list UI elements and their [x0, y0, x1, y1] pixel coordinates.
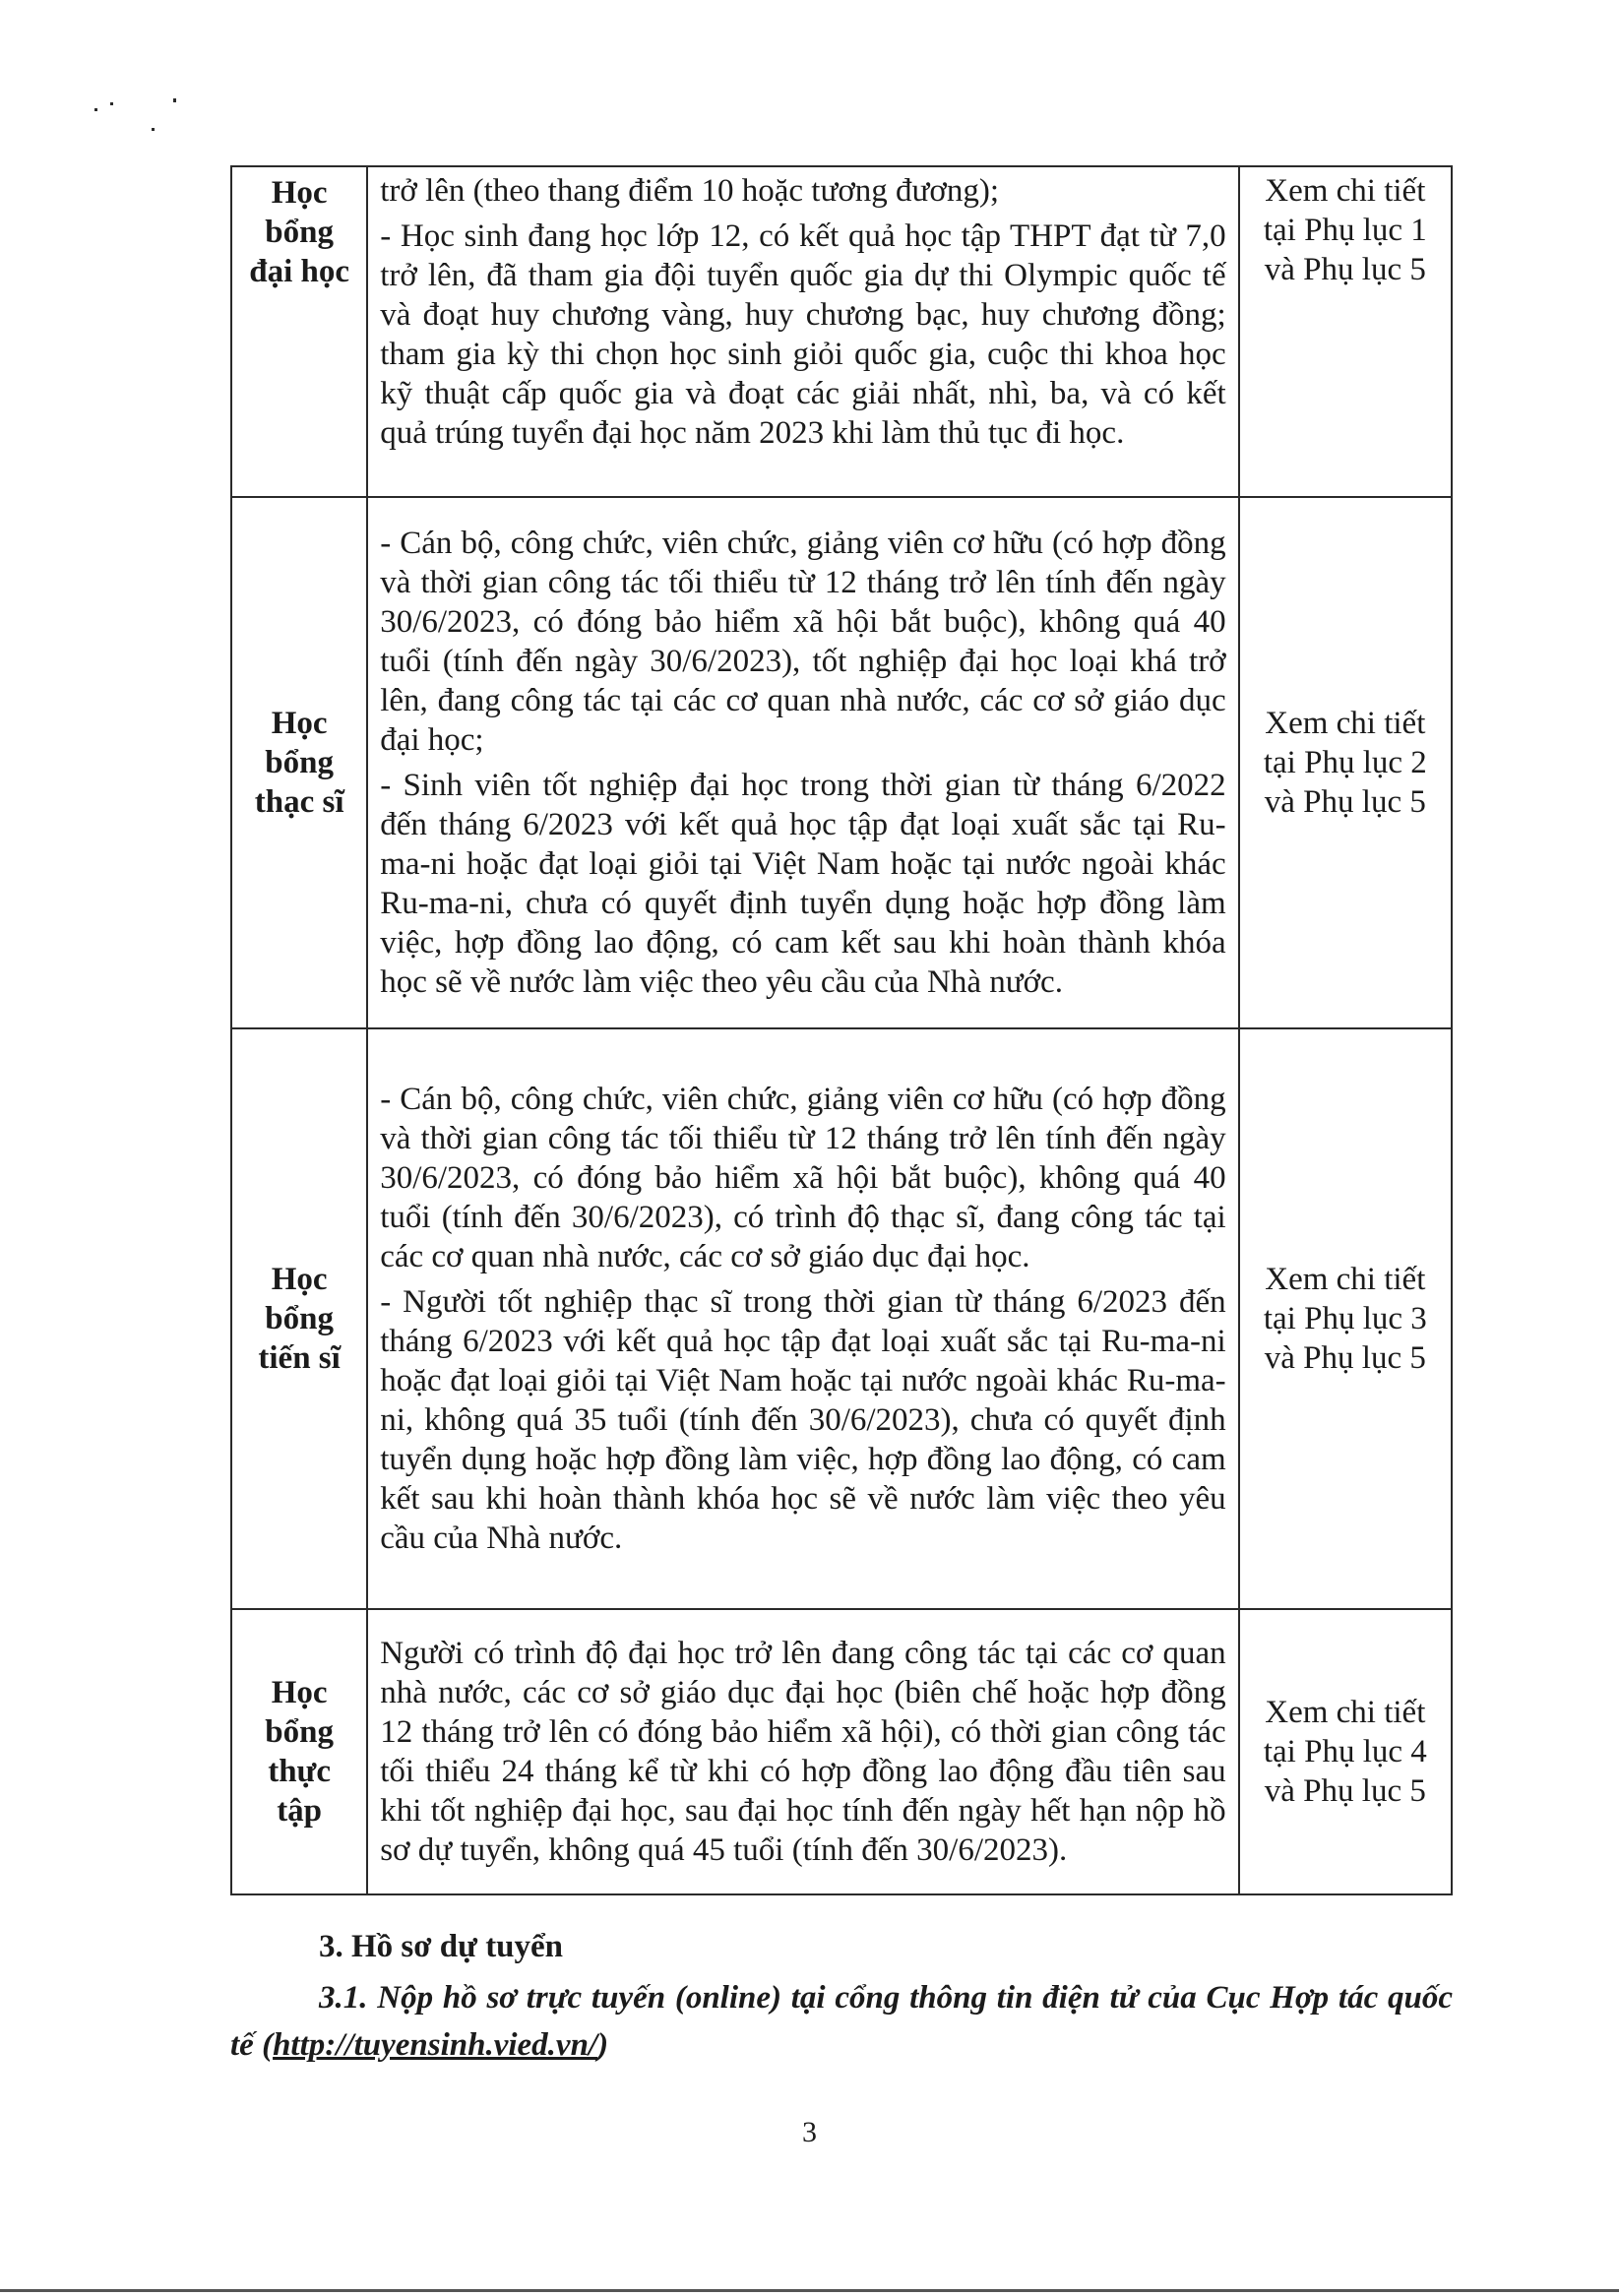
scan-speck	[94, 108, 97, 111]
category-cell: Học bổng đại học	[231, 166, 367, 497]
category-cell: Học bổng thạc sĩ	[231, 497, 367, 1028]
eligibility-paragraph: - Học sinh đang học lớp 12, có kết quả học tập THPT đạt từ 7,0 trở lên, đã tham gia đội tuyển quốc gia dự thi Olympic quốc tế và đoạt huy chương vàng, huy chương bạc, huy chương đồng; tham gia kỳ thi chọn học sinh giỏi quốc gia, cuộc thi khoa học kỹ thuật cấp quốc gia và đoạt các giải nhất, nhì, ba, và có kết quả trúng tuyển đại học năm 2023 khi làm thủ tục đi học.	[380, 218, 1226, 451]
reference-cell: Xem chi tiết tại Phụ lục 4 và Phụ lục 5	[1239, 1609, 1452, 1894]
table-row	[231, 1028, 1452, 1609]
subsection-text: 3.1. Nộp hồ sơ trực tuyến (online) tại cổng thông tin điện tử của Cục Hợp tác quốc tế (http://tuyensinh.vied.vn/)	[230, 1980, 1453, 2063]
eligibility-paragraph: trở lên (theo thang điểm 10 hoặc tương đương);	[380, 173, 1000, 209]
page-number: 3	[802, 2116, 817, 2148]
category-cell: Học bổng thực tập	[231, 1609, 367, 1894]
portal-link[interactable]: http://tuyensinh.vied.vn/	[273, 2027, 598, 2063]
eligibility-cell	[367, 1028, 1238, 1609]
eligibility-paragraph: Người có trình độ đại học trở lên đang công tác tại các cơ quan nhà nước, các cơ sở giáo dục đại học (biên chế hoặc hợp đồng 12 tháng trở lên có đóng bảo hiểm xã hội), có thời gian công tác tối thiểu 24 tháng kể từ khi có hợp đồng lao động đầu tiên sau khi tốt nghiệp đại học, sau đại học tính đến ngày hết hạn nộp hồ sơ dự tuyển, không quá 45 tuổi (tính đến 30/6/2023).	[380, 1636, 1226, 1868]
scan-speck	[110, 102, 113, 105]
scan-speck	[152, 128, 155, 131]
reference-cell: Xem chi tiết tại Phụ lục 1 và Phụ lục 5	[1239, 166, 1452, 497]
table-row	[231, 166, 1452, 497]
category-cell: Học bổng tiến sĩ	[231, 1028, 367, 1609]
table-row	[231, 1609, 1452, 1894]
eligibility-cell	[367, 166, 1238, 497]
scholarship-table	[230, 165, 1453, 1895]
eligibility-cell	[367, 497, 1238, 1028]
reference-cell: Xem chi tiết tại Phụ lục 3 và Phụ lục 5	[1239, 1028, 1452, 1609]
scan-edge-line	[0, 2289, 1619, 2292]
reference-cell: Xem chi tiết tại Phụ lục 2 và Phụ lục 5	[1239, 497, 1452, 1028]
eligibility-paragraph: - Sinh viên tốt nghiệp đại học trong thời gian từ tháng 6/2022 đến tháng 6/2023 với kết quả học tập đạt loại xuất sắc tại Ru-ma-ni hoặc đạt loại giỏi tại Việt Nam hoặc tại nước ngoài khác Ru-ma-ni, chưa có quyết định tuyển dụng hoặc hợp đồng làm việc, hợp đồng lao động, có cam kết sau khi hoàn thành khóa học sẽ về nước làm việc theo yêu cầu của Nhà nước.	[380, 768, 1226, 1000]
eligibility-paragraph: - Người tốt nghiệp thạc sĩ trong thời gian từ tháng 6/2023 đến tháng 6/2023 với kết quả học tập đạt loại xuất sắc tại Ru-ma-ni hoặc đạt loại giỏi tại Việt Nam hoặc tại nước ngoài khác Ru-ma-ni, không quá 35 tuổi (tính đến 30/6/2023), chưa có quyết định tuyển dụng hoặc hợp đồng làm việc, hợp đồng lao động, có cam kết sau khi hoàn thành khóa học sẽ về nước làm việc theo yêu cầu của Nhà nước.	[380, 1284, 1226, 1556]
eligibility-cell	[367, 1609, 1238, 1894]
section-heading: 3. Hồ sơ dự tuyển	[319, 1929, 564, 1964]
eligibility-paragraph: - Cán bộ, công chức, viên chức, giảng viên cơ hữu (có hợp đồng và thời gian công tác tối thiểu từ 12 tháng trở lên tính đến ngày 30/6/2023, có đóng bảo hiểm xã hội bắt buộc), không quá 40 tuổi (tính đến ngày 30/6/2023), tốt nghiệp đại học loại khá trở lên, đang công tác tại các cơ quan nhà nước, các cơ sở giáo dục đại học;	[380, 526, 1226, 758]
table-row	[231, 497, 1452, 1028]
scan-speck	[173, 98, 176, 102]
eligibility-paragraph: - Cán bộ, công chức, viên chức, giảng viên cơ hữu (có hợp đồng và thời gian công tác tối thiểu từ 12 tháng trở lên tính đến ngày 30/6/2023, có đóng bảo hiểm xã hội bắt buộc), không quá 40 tuổi (tính đến 30/6/2023), có trình độ thạc sĩ, đang công tác tại các cơ quan nhà nước, các cơ sở giáo dục đại học.	[380, 1082, 1226, 1274]
